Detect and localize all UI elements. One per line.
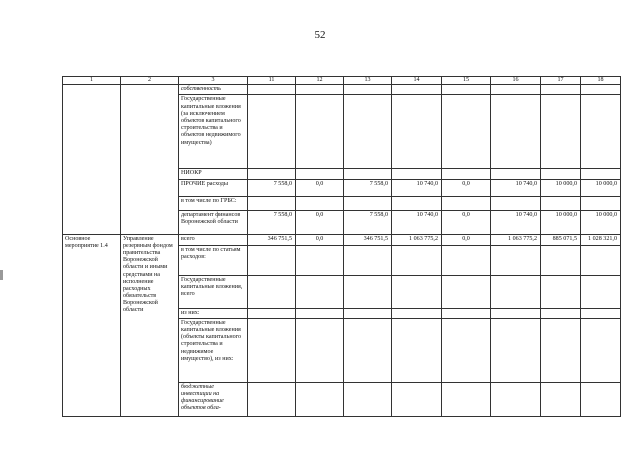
header-row: [63, 77, 621, 85]
row-label: НИОКР: [179, 169, 248, 179]
col-header: 17: [541, 77, 581, 85]
col-header: 18: [581, 77, 621, 85]
row-label: собственность: [179, 85, 248, 95]
value-cell: 0,0: [296, 234, 344, 245]
value-cell: 10 740,0: [392, 210, 442, 234]
row-label: в том числе по статьям расходов:: [179, 245, 248, 275]
table-cell: [63, 85, 121, 234]
value-cell: 0,0: [442, 210, 491, 234]
value-cell: 10 000,0: [581, 210, 621, 234]
measure-name: Основное мероприятие 1.4: [63, 234, 121, 416]
col-header: 13: [344, 77, 392, 85]
page-number: 52: [314, 29, 326, 41]
value-cell: 10 740,0: [491, 210, 541, 234]
value-cell: 346 751,5: [344, 234, 392, 245]
budget-table: [62, 76, 621, 417]
value-cell: 0,0: [442, 234, 491, 245]
col-header: 15: [442, 77, 491, 85]
col-header: 14: [392, 77, 442, 85]
value-cell: 10 740,0: [491, 179, 541, 196]
table-cell: [121, 85, 179, 234]
row-label: всего: [179, 234, 248, 245]
value-cell: 10 000,0: [541, 210, 581, 234]
col-header: 16: [491, 77, 541, 85]
value-cell: 1 028 321,0: [581, 234, 621, 245]
value-cell: 7 558,0: [248, 179, 296, 196]
value-cell: 10 000,0: [581, 179, 621, 196]
col-header: 12: [296, 77, 344, 85]
col-header: 2: [121, 77, 179, 85]
col-header: 3: [179, 77, 248, 85]
table-row: [63, 85, 621, 95]
row-label: в том числе по ГРБС:: [179, 196, 248, 210]
value-cell: 0,0: [296, 179, 344, 196]
row-label: бюджетные инвестиции на финансирование объектов обла-: [179, 382, 248, 416]
value-cell: 7 558,0: [344, 210, 392, 234]
row-label: из них:: [179, 308, 248, 318]
table-row: [63, 234, 621, 245]
value-cell: 10 740,0: [392, 179, 442, 196]
measure-description: Управление резервным фондом правительства Воронежской области и иными средствами на исполнение расходных обязательств Воронежской области: [121, 234, 179, 416]
col-header: 1: [63, 77, 121, 85]
row-label: департамент финансов Воронежской области: [179, 210, 248, 234]
value-cell: 346 751,5: [248, 234, 296, 245]
row-label: ПРОЧИЕ расходы: [179, 179, 248, 196]
col-header: 11: [248, 77, 296, 85]
value-cell: 10 000,0: [541, 179, 581, 196]
value-cell: 1 063 775,2: [491, 234, 541, 245]
value-cell: 0,0: [296, 210, 344, 234]
row-label: Государственные капитальные вложения, всего: [179, 275, 248, 308]
value-cell: 7 558,0: [248, 210, 296, 234]
value-cell: 885 071,5: [541, 234, 581, 245]
row-label: Государственные капитальные вложения (за исключением объектов капитального строительства и объектов недвижимого имущества): [179, 95, 248, 169]
binding-mark: [0, 270, 3, 280]
value-cell: 0,0: [442, 179, 491, 196]
row-label: Государственные капитальные вложения (объекты капитального строительства и недвижимое имущество), из них:: [179, 318, 248, 382]
value-cell: 7 558,0: [344, 179, 392, 196]
value-cell: 1 063 775,2: [392, 234, 442, 245]
